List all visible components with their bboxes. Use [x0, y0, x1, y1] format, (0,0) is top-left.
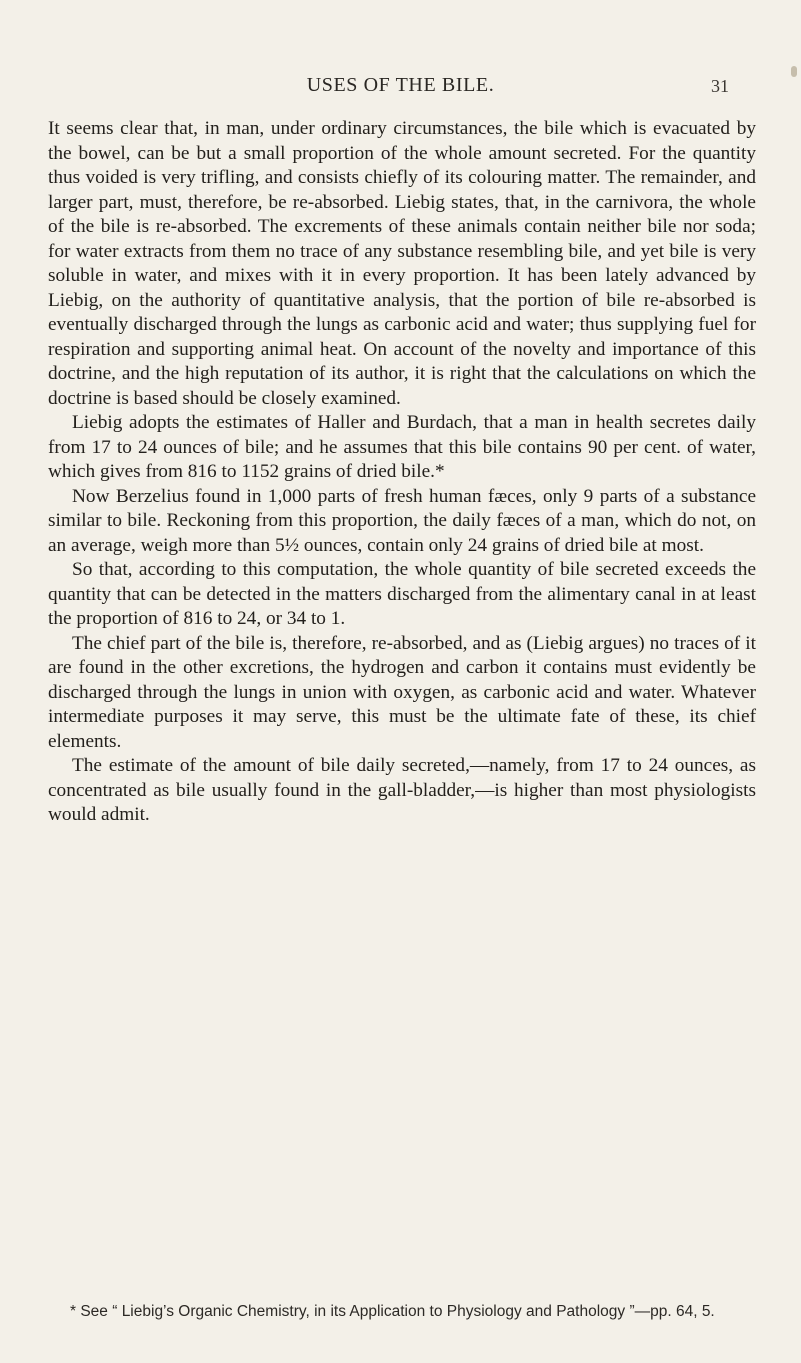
- paragraph-5: The chief part of the bile is, therefore, re-absorbed, and as (Liebig argues) no traces of it are found in the other excretions, the hydrogen and carbon it contains must evidently be discharged through the lungs in union with oxygen, as carbonic acid and water. Whatever intermediate purposes it may serve, this must be the ultimate fate of these, its chief elements.: [48, 632, 756, 752]
- paragraph-3: Now Berzelius found in 1,000 parts of fresh human fæces, only 9 parts of a substance similar to bile. Reckoning from this proportion, the daily fæces of a man, which do not, on an average, weigh more than 5½ ounces, contain only 24 grains of dried bile at most.: [48, 485, 756, 556]
- page-number: 31: [711, 76, 729, 96]
- paragraph-6: The estimate of the amount of bile daily secreted,—namely, from 17 to 24 ounces, as concentrated as bile usually found in the gall-bladder,—is higher than most physiologists would admit.: [48, 755, 756, 825]
- body-text: [48, 117, 756, 828]
- paragraph-4: So that, according to this computation, the whole quantity of bile secreted exceeds the quantity that can be detected in the matters discharged from the alimentary canal in at least the proportion of 816 to 24, or 34 to 1.: [48, 559, 756, 629]
- paragraph-1: It seems clear that, in man, under ordinary circumstances, the bile which is evacuated by the bowel, can be but a small proportion of the whole amount secreted. For the quantity thus voided is very trifling, and consists chiefly of its colouring matter. The remainder, and larger part, must, therefore, be re-absorbed. Liebig states, that, in the carnivora, the whole of the bile is re-absorbed. The excrements of these animals contain neither bile nor soda; for water extracts from them no trace of any substance resembling bile, and yet bile is very soluble in water, and mixes with it in every proportion. It has been lately advanced by Liebig, on the authority of quantitative analysis, that the portion of bile re-absorbed is eventually discharged through the lungs as carbonic acid and water; thus supplying fuel for respiration and supporting animal heat. On account of the novelty and importance of this doctrine, and the high reputation of its author, it is right that the calculations on which the doctrine is based should be closely examined.: [48, 118, 756, 409]
- running-head: [0, 74, 801, 104]
- footnote: * See “ Liebig’s Organic Chemistry, in its Application to Physiology and Pathology ”—pp. 64, 5.: [70, 1303, 715, 1320]
- running-title: USES OF THE BILE.: [306, 74, 495, 96]
- paragraph-2: Liebig adopts the estimates of Haller and Burdach, that a man in health secretes daily from 17 to 24 ounces of bile; and he assumes that this bile contains 90 per cent. of water, which gives from 816 to 1152 grains of dried bile.*: [48, 412, 756, 482]
